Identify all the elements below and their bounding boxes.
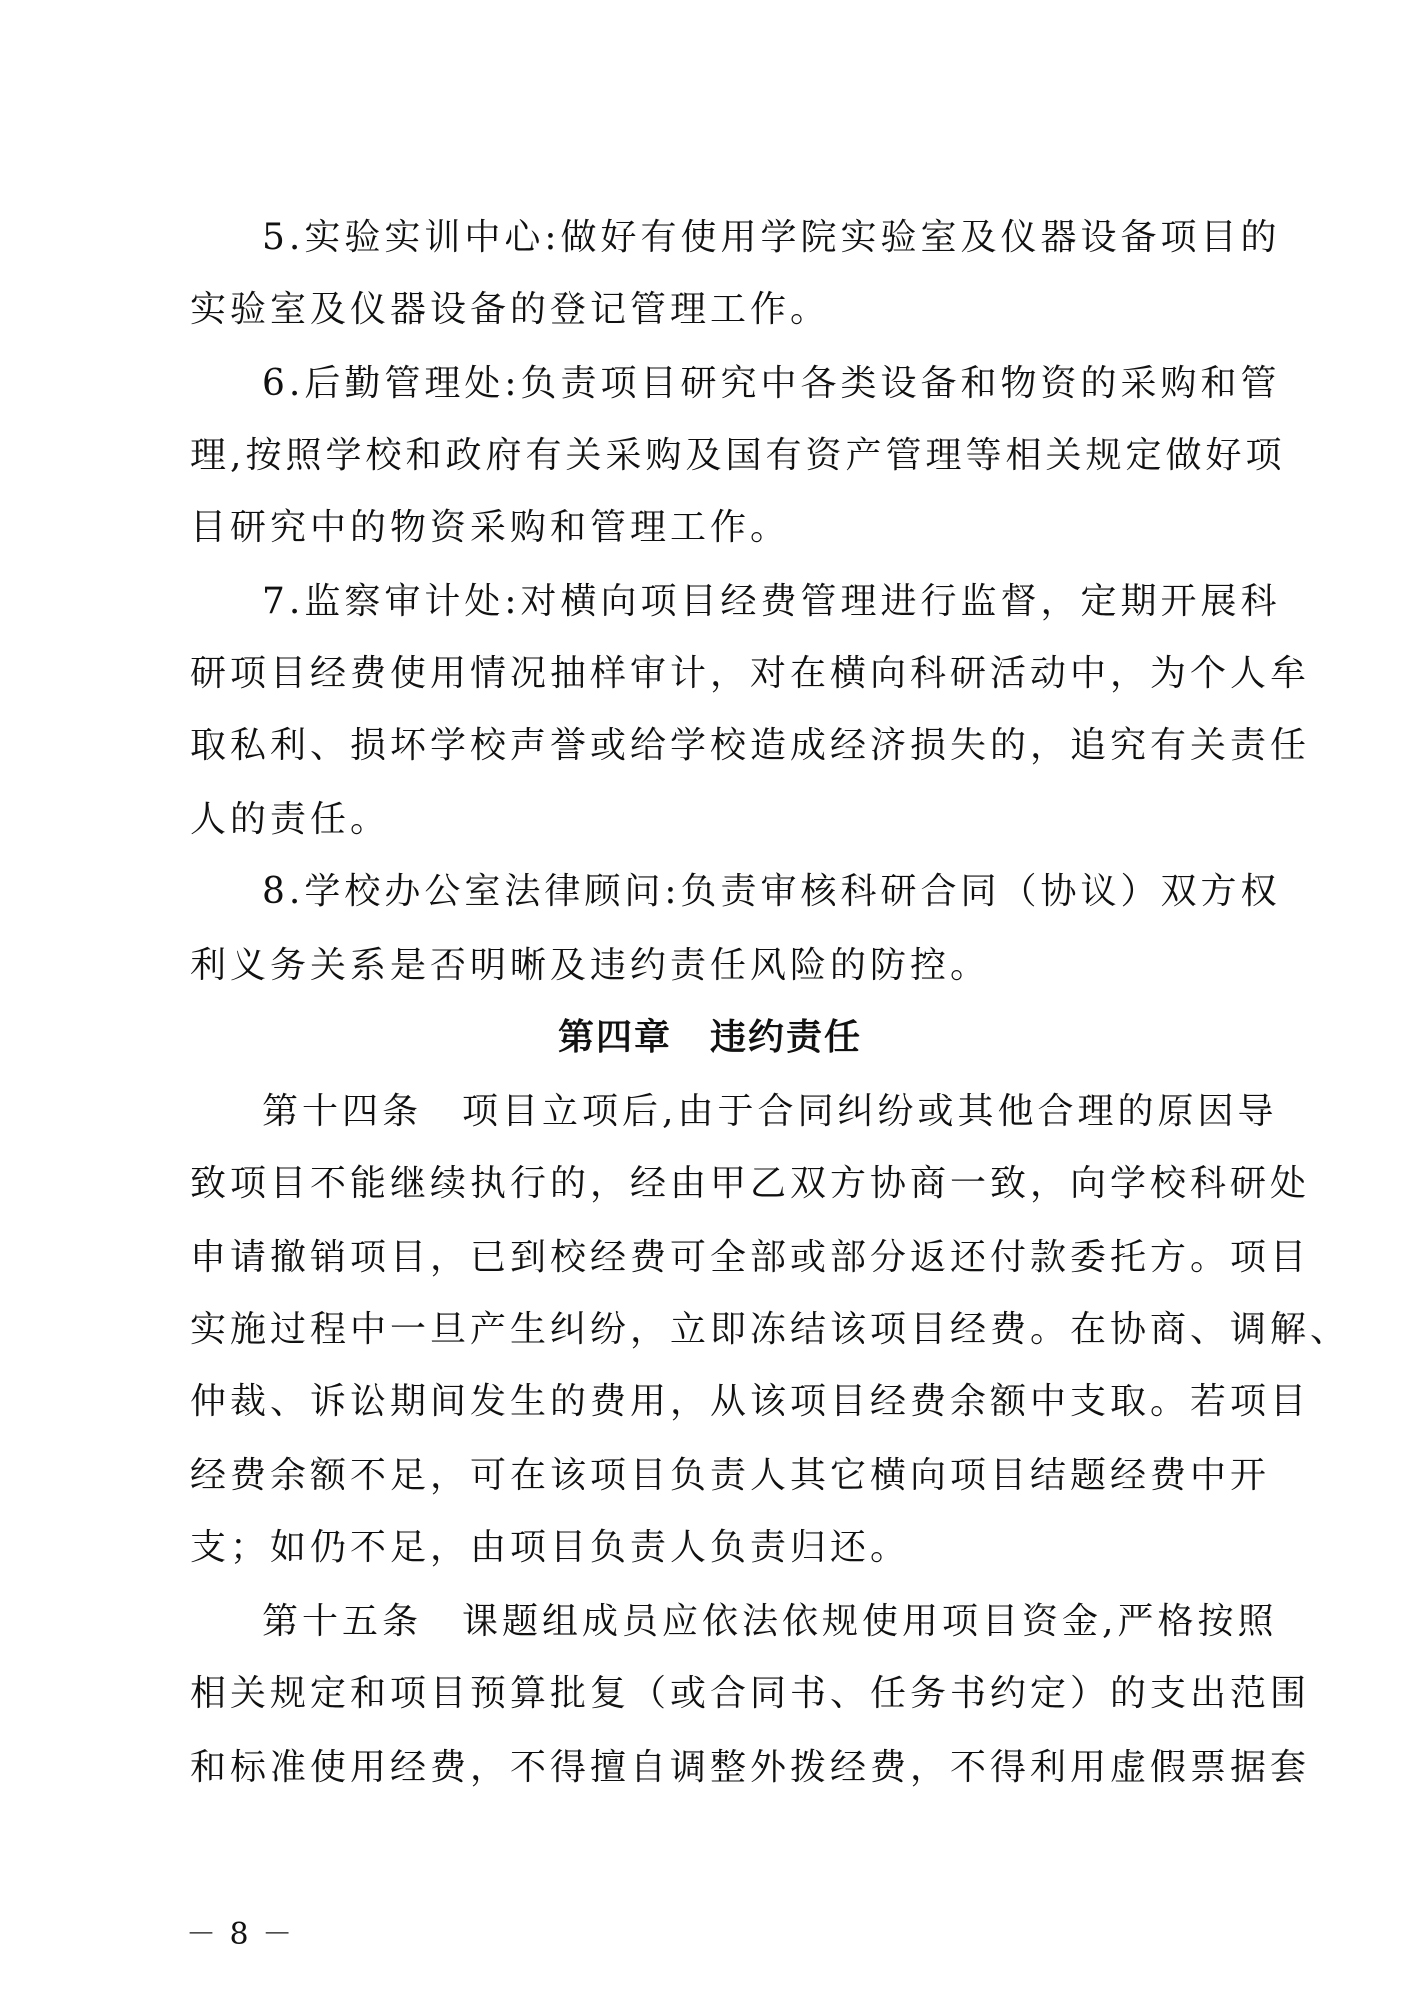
text-line-13: 第十四条 项目立项后,由于合同纠纷或其他合理的原因导 (262, 1091, 1278, 1132)
text-line-19: 支；如仍不足，由项目负责人负责归还。 (190, 1527, 911, 1568)
text-line-14: 致项目不能继续执行的，经由甲乙双方协商一致，向学校科研处 (190, 1163, 1311, 1204)
text-line-20: 第十五条 课题组成员应依法依规使用项目资金,严格按照 (262, 1601, 1278, 1642)
text-line-15: 申请撤销项目，已到校经费可全部或部分返还付款委托方。项目 (190, 1237, 1311, 1278)
text-line-8: 取私利、损坏学校声誉或给学校造成经济损失的，追究有关责任 (190, 725, 1311, 766)
text-line-4: 理,按照学校和政府有关采购及国有资产管理等相关规定做好项 (190, 435, 1286, 476)
text-line-17: 仲裁、诉讼期间发生的费用，从该项目经费余额中支取。若项目 (190, 1381, 1311, 1422)
text-line-5: 目研究中的物资采购和管理工作。 (190, 507, 791, 548)
text-line-9: 人的责任。 (190, 799, 391, 840)
text-line-3: 6.后勤管理处:负责项目研究中各类设备和物资的采购和管 (262, 363, 1281, 404)
text-line-6: 7.监察审计处:对横向项目经费管理进行监督，定期开展科 (262, 581, 1281, 622)
text-line-16: 实施过程中一旦产生纠纷，立即冻结该项目经费。在协商、调解、 (190, 1309, 1351, 1350)
page-number: － 8 － (186, 1917, 295, 1952)
chapter-heading: 第四章 违约责任 (557, 1017, 862, 1058)
text-line-11: 利义务关系是否明晰及违约责任风险的防控。 (190, 945, 991, 986)
text-line-10: 8.学校办公室法律顾问:负责审核科研合同（协议）双方权 (262, 871, 1281, 912)
text-line-7: 研项目经费使用情况抽样审计，对在横向科研活动中，为个人牟 (190, 653, 1311, 694)
text-line-18: 经费余额不足，可在该项目负责人其它横向项目结题经费中开 (190, 1455, 1271, 1496)
text-line-2: 实验室及仪器设备的登记管理工作。 (190, 289, 831, 330)
text-line-22: 和标准使用经费，不得擅自调整外拨经费，不得利用虚假票据套 (190, 1747, 1311, 1788)
text-line-1: 5.实验实训中心:做好有使用学院实验室及仪器设备项目的 (262, 217, 1281, 258)
text-line-21: 相关规定和项目预算批复（或合同书、任务书约定）的支出范围 (190, 1673, 1311, 1714)
